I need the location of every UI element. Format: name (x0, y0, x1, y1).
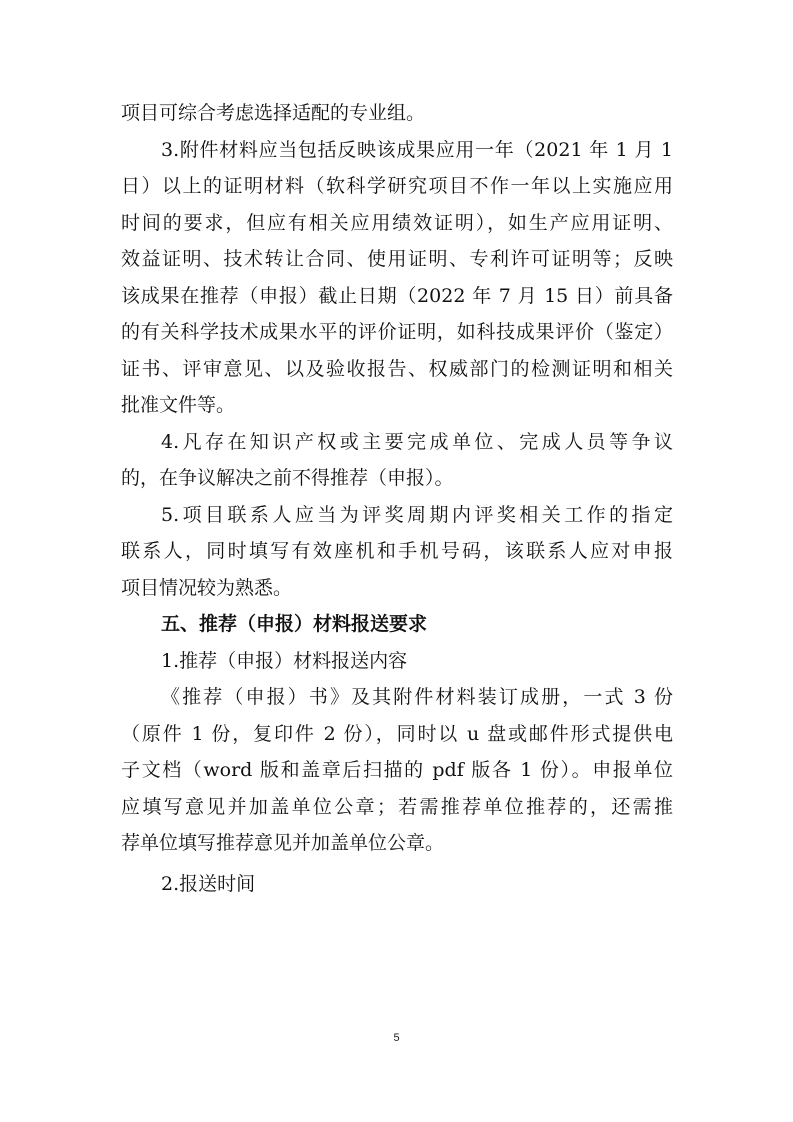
text-line: 效益证明、技术转让合同、使用证明、专利许可证明等；反映 (121, 248, 673, 270)
text-line: 联系人，同时填写有效座机和手机号码，该联系人应对申报 (121, 540, 673, 562)
text-line: 日）以上的证明材料（软科学研究项目不作一年以上实施应用 (121, 175, 673, 197)
text-line: 项目可综合考虑选择适配的专业组。 (121, 102, 426, 124)
text-line: 3.附件材料应当包括反映该成果应用一年（2021 年 1 月 1 (161, 138, 673, 161)
text-line: 证书、评审意见、以及验收报告、权威部门的检测证明和相关 (121, 357, 673, 380)
text-line: 5.项目联系人应当为评奖周期内评奖相关工作的指定 (161, 503, 673, 526)
text-line: 批准文件等。 (121, 394, 236, 416)
text-line: 荐单位填写推荐意见并加盖单位公章。 (121, 832, 445, 854)
text-line: 4.凡存在知识产权或主要完成单位、完成人员等争议 (161, 430, 673, 453)
subsection-heading: 1.推荐（申报）材料报送内容 (161, 649, 408, 672)
text-line: （原件 1 份，复印件 2 份），同时以 u 盘或邮件形式提供电 (121, 722, 673, 745)
document-body (121, 95, 673, 902)
text-line: 时间的要求，但应有相关应用绩效证明），如生产应用证明、 (121, 211, 673, 234)
subsection-heading: 2.报送时间 (161, 872, 256, 895)
text-line: 的，在争议解决之前不得推荐（申报）。 (121, 467, 454, 489)
page-number: 5 (393, 1032, 400, 1044)
text-line: 子文档（word 版和盖章后扫描的 pdf 版各 1 份）。申报单位 (121, 759, 673, 781)
section-heading: 五、推荐（申报）材料报送要求 (161, 613, 428, 635)
text-line: 该成果在推荐（申报）截止日期（2022 年 7 月 15 日）前具备 (121, 284, 673, 307)
text-line: 应填写意见并加盖单位公章；若需推荐单位推荐的，还需推 (121, 795, 673, 818)
text-line: 《推荐（申报）书》及其附件材料装订成册，一式 3 份 (161, 686, 673, 708)
text-line: 项目情况较为熟悉。 (121, 576, 293, 599)
text-line: 的有关科学技术成果水平的评价证明，如科技成果评价（鉴定） (121, 321, 673, 343)
